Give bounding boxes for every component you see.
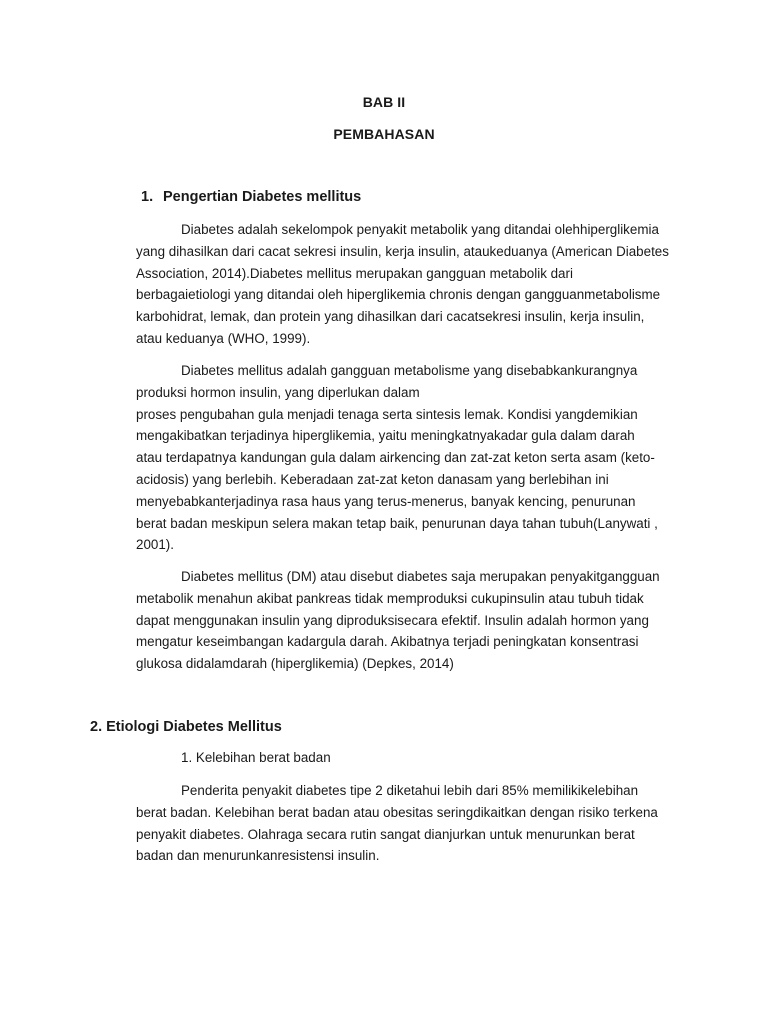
section-heading-1 <box>141 189 361 205</box>
section-heading-2: 2. Etiologi Diabetes Mellitus <box>90 719 282 735</box>
text-line: Diabetes mellitus adalah gangguan metabolisme yang disebabkankurangnya <box>181 363 638 378</box>
text-line: badan dan menurunkanresistensi insulin. <box>136 848 380 864</box>
chapter-label: BAB II <box>362 94 406 110</box>
text-line: penyakit diabetes. Olahraga secara rutin sangat dianjurkan untuk menurunkan berat <box>136 826 635 842</box>
paragraph-2 <box>136 360 676 556</box>
text-line: Penderita penyakit diabetes tipe 2 diketahui lebih dari 85% memilikikelebihan <box>181 783 639 798</box>
text-line: yang dihasilkan dari cacat sekresi insulin, kerja insulin, ataukeduanya (American Diabetes <box>136 243 669 259</box>
text-line: 2001). <box>136 537 174 553</box>
text-line: Diabetes adalah sekelompok penyakit metabolik yang ditandai olehhiperglikemia <box>181 222 659 237</box>
text-line: menyebabkanterjadinya rasa haus yang terus-menerus, banyak kencing, penurunan <box>136 493 636 509</box>
text-line: mengakibatkan terjadinya hiperglikemia, yaitu meningkatnyakadar gula dalam darah <box>136 428 635 444</box>
text-line: produksi hormon insulin, yang diperlukan dalam <box>136 384 420 400</box>
text-line: dapat menggunakan insulin yang diproduksisecara efektif. Insulin adalah hormon yang <box>136 612 649 628</box>
text-line: berat badan meskipun selera makan tetap baik, penurunan daya tahan tubuh(Lanywati , <box>136 515 658 531</box>
text-line: karbohidrat, lemak, dan protein yang dihasilkan dari cacatsekresi insulin, kerja insulin, <box>136 309 645 325</box>
text-line: proses pengubahan gula menjadi tenaga serta sintesis lemak. Kondisi yangdemikian <box>136 406 638 422</box>
text-line: berat badan. Kelebihan berat badan atau obesitas seringdikaitkan dengan risiko terkena <box>136 804 658 820</box>
text-line: atau keduanya (WHO, 1999). <box>136 330 311 346</box>
text-line: acidosis) yang berlebih. Keberadaan zat-zat keton danasam yang berlebihan ini <box>136 471 609 487</box>
text-line: metabolik menahun akibat pankreas tidak memproduksi cukupinsulin atau tubuh tidak <box>136 590 644 606</box>
chapter-title: PEMBAHASAN <box>333 126 435 142</box>
text-line: Diabetes mellitus (DM) atau disebut diabetes saja merupakan penyakitgangguan <box>181 569 660 584</box>
paragraph-1 <box>136 219 676 350</box>
paragraph-4 <box>136 780 676 867</box>
text-line: berbagaietiologi yang ditandai oleh hiperglikemia chronis dengan gangguanmetabolisme <box>136 287 661 303</box>
paragraph-3 <box>136 566 676 675</box>
text-line: glukosa didalamdarah (hiperglikemia) (Depkes, 2014) <box>136 656 454 672</box>
section-number: 1. <box>141 189 154 205</box>
text-line: Association, 2014).Diabetes mellitus merupakan gangguan metabolik dari <box>136 265 573 281</box>
sub-item-heading: 1. Kelebihan berat badan <box>181 750 331 765</box>
text-line: mengatur keseimbangan kadargula darah. Akibatnya terjadi peningkatan konsentrasi <box>136 634 639 650</box>
text-line: atau terdapatnya kandungan gula dalam airkencing dan zat-zat keton serta asam (keto- <box>136 450 655 466</box>
section-title: Pengertian Diabetes mellitus <box>163 189 362 205</box>
